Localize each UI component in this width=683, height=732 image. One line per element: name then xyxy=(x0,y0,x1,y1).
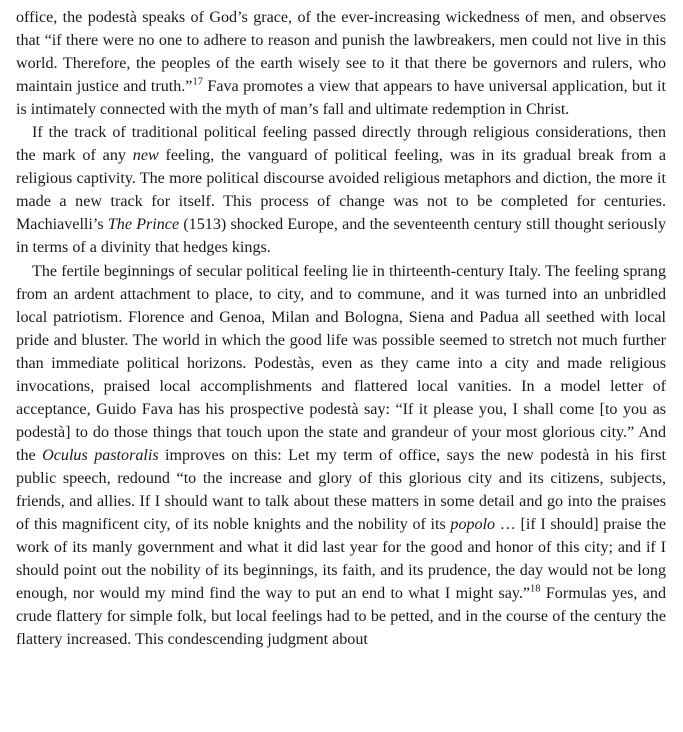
text-run: (1513) shocked Europe, and the seventeenth century still thought seriously in terms of a divinity that hedges kings. xyxy=(16,216,667,257)
text-run: Fava promotes a view that appears to have universal application, but it is intimately connected with the myth of man’s fall and ultimate redemption in Christ. xyxy=(16,78,666,119)
text-run: … [if I should] praise the work of its manly government and what it did last year for the good and honor of this city; and if I should point out the nobility of its beginnings, its faith, and its prudence, the day would not be long enough, nor would my mind find the way to put an end to what I might say.” xyxy=(16,516,667,603)
italic-text: popolo xyxy=(450,516,496,534)
footnote-marker: 17 xyxy=(192,76,203,88)
text-run: improves on this: Let my term of office, says the new podestà in his first public speech, redound “to the increase and glory of this glorious city and its citizens, subjects, friends, and allies. If I should want to talk about these matters in some detail and go into the praises of this magnificent city, of its noble knights and the nobility of its xyxy=(16,446,667,534)
text-run: The fertile beginnings of secular political feeling lie in thirteenth-century Italy. The feeling sprang from an ardent attachment to place, to city, and to commune, and it was turned into an unbridled local patriotism. Florence and Genoa, Milan and Bologna, Siena and Padua all seethed with local pride and bluster. The world in which the good life was possible seemed to stretch not much further than immediate political horizons. Podestàs, even as they came into a city and made religious invocations, praised local accomplishments and flattered local vanities. In a model letter of acceptance, Guido Fava has his prospective podestà say: “If it please you, I shall come [to you as podestà] to do those things that touch upon the state and grandeur of your most glorious city.” And the xyxy=(16,262,666,464)
paragraph-religious-captivity xyxy=(16,121,666,259)
text-run: feeling, the vanguard of political feeling, was in its gradual break from a religious captivity. The more political discourse avoided religious metaphors and diction, the more it made a new track for itself. This process of change was not to be completed for centuries. Machiavelli’s xyxy=(16,147,666,234)
paragraph-podesta-grace xyxy=(16,6,666,121)
footnote-marker: 18 xyxy=(530,583,541,595)
italic-text: Oculus pastoralis xyxy=(42,446,159,464)
italic-text: new xyxy=(132,147,159,165)
text-run: If the track of traditional political feeling passed directly through religious considerations, then the mark of any xyxy=(16,124,666,165)
italic-text: The Prince xyxy=(107,216,180,234)
paragraph-secular-political-feeling xyxy=(16,260,666,652)
text-run: office, the podestà speaks of God’s grace, of the ever-increasing wickedness of men, and observes that “if there were no one to adhere to reason and punish the lawbreakers, men could not live in this world. Therefore, the peoples of the earth wisely see to it that there be governors and rulers, who maintain justice and truth.” xyxy=(16,9,666,96)
text-run: Formulas yes, and crude flattery for simple folk, but local feelings had to be petted, and in the course of the century the flattery increased. This condescending judgment about xyxy=(16,585,666,649)
